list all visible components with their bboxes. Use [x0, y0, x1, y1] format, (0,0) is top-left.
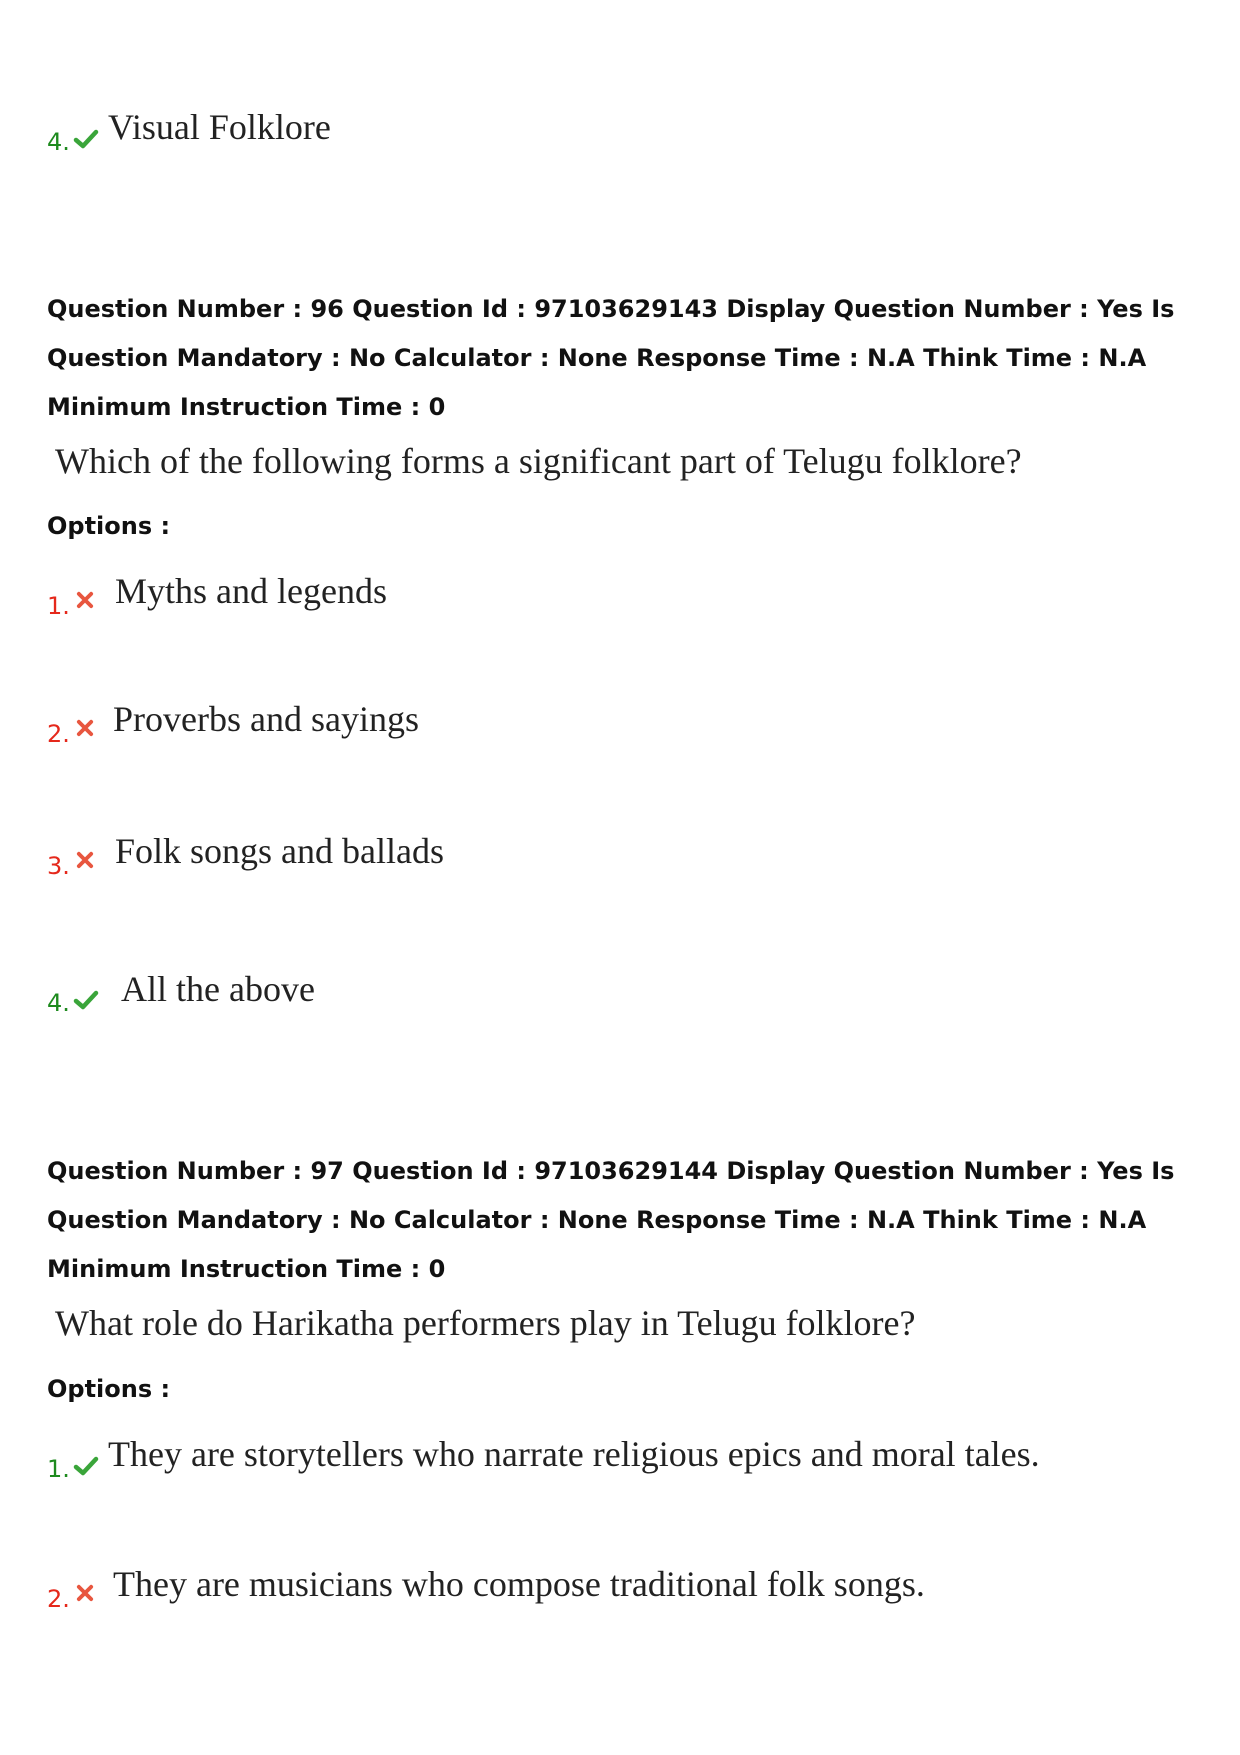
options-label: Options :	[47, 1375, 171, 1403]
check-icon	[73, 126, 99, 152]
option-text: Folk songs and ballads	[115, 831, 444, 871]
option-number: 3.	[47, 852, 70, 880]
check-icon	[73, 987, 99, 1013]
cross-icon	[75, 590, 95, 610]
option-number: 1.	[47, 592, 70, 620]
option-text: Proverbs and sayings	[113, 699, 419, 739]
cross-icon	[75, 850, 95, 870]
option-number: 4.	[47, 128, 70, 156]
option-text: Visual Folklore	[108, 107, 331, 147]
options-label: Options :	[47, 512, 171, 540]
check-icon	[73, 1453, 99, 1479]
question-text: Which of the following forms a significant part of Telugu folklore?	[55, 441, 1022, 481]
option-text: All the above	[121, 969, 315, 1009]
option-number: 2.	[47, 1585, 70, 1613]
option-text: Myths and legends	[115, 571, 387, 611]
option-number: 2.	[47, 720, 70, 748]
option-number: 1.	[47, 1455, 70, 1483]
question-text: What role do Harikatha performers play in Telugu folklore?	[55, 1303, 916, 1343]
option-text: They are musicians who compose traditional folk songs.	[113, 1564, 925, 1604]
question-meta: Question Number : 97 Question Id : 97103629144 Display Question Number : Yes Is Question Mandatory : No Calculator : None Response Time : N.A Think Time : N.A Minimum Instruction Time : 0	[47, 1157, 1175, 1283]
question-meta: Question Number : 96 Question Id : 97103629143 Display Question Number : Yes Is Question Mandatory : No Calculator : None Response Time : N.A Think Time : N.A Minimum Instruction Time : 0	[47, 295, 1175, 421]
option-text: They are storytellers who narrate religious epics and moral tales.	[108, 1434, 1040, 1474]
cross-icon	[75, 718, 95, 738]
option-number: 4.	[47, 989, 70, 1017]
cross-icon	[75, 1583, 95, 1603]
